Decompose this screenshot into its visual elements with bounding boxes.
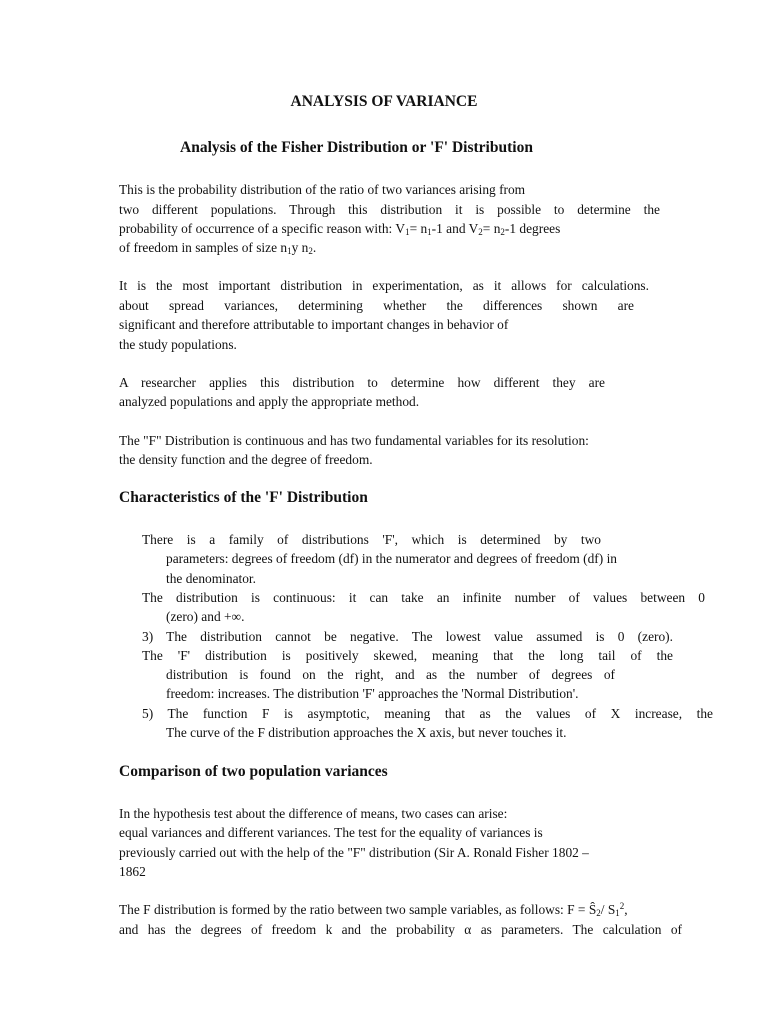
document-title: ANALYSIS OF VARIANCE xyxy=(290,93,478,110)
comparison-heading: Comparison of two population variances xyxy=(119,763,388,780)
para3-line-1: A researcher applies this distribution to determine how different they are xyxy=(119,375,605,390)
comparison-line-1: In the hypothesis test about the difference of means, two cases can arise: xyxy=(119,806,508,821)
characteristic-4-line-2: distribution is found on the right, and as the number of degrees of xyxy=(166,667,615,682)
characteristic-5-line-1: 5) The function F is asymptotic, meaning that as the values of X increase, the xyxy=(142,706,713,721)
intro-line-3: probability of occurrence of a specific reason with: $V_1= n_1-1$ and $V_2= n_2-1$ degrees xyxy=(119,221,561,237)
characteristic-1-line-1: There is a family of distributions 'F', which is determined by two xyxy=(142,532,601,547)
comparison-line-4: 1862 xyxy=(119,864,146,879)
characteristic-5-line-2: The curve of the F distribution approaches the X axis, but never touches it. xyxy=(166,725,567,740)
para2-line-2: about spread variances, determining whether the differences shown are xyxy=(119,298,634,313)
characteristic-2-line-1: The distribution is continuous: it can take an infinite number of values between 0 xyxy=(142,590,705,605)
comparison-line-3: previously carried out with the help of the "F" distribution (Sir A. Ronald Fisher 1802 – xyxy=(119,845,589,860)
intro-line-1: This is the probability distribution of the ratio of two variances arising from xyxy=(119,182,526,197)
characteristic-3-line-1: 3) The distribution cannot be negative. The lowest value assumed is 0 (zero). xyxy=(142,629,673,644)
intro-line-2: two different populations. Through this distribution it is possible to determine the xyxy=(119,202,660,217)
comparison-line-2: equal variances and different variances. The test for the equality of variances is xyxy=(119,825,543,840)
intro-line-4: of freedom in samples of size $n_1y$ $n_2$. xyxy=(119,240,317,256)
para2-line-4: the study populations. xyxy=(119,337,237,352)
comparison-formula-line: The F distribution is formed by the ratio between two sample variables, as follows: $F = Ŝ_2/$ $S_1^2$, xyxy=(119,901,628,918)
para2-line-1: It is the most important distribution in experimentation, as it allows for calculations. xyxy=(119,278,649,293)
characteristic-1-line-3: the denominator. xyxy=(166,571,256,586)
characteristic-4-line-1: The 'F' distribution is positively skewed, meaning that the long tail of the xyxy=(142,648,673,663)
section-subtitle: Analysis of the Fisher Distribution or 'F' Distribution xyxy=(180,139,533,156)
characteristic-1-line-2: parameters: degrees of freedom (df) in the numerator and degrees of freedom (df) in xyxy=(166,551,617,566)
para2-line-3: significant and therefore attributable to important changes in behavior of xyxy=(119,317,509,332)
characteristic-4-line-3: freedom: increases. The distribution 'F' approaches the 'Normal Distribution'. xyxy=(166,686,579,701)
characteristics-heading: Characteristics of the 'F' Distribution xyxy=(119,489,368,506)
comparison-line-6: and has the degrees of freedom k and the probability α as parameters. The calculation of xyxy=(119,922,682,937)
characteristic-2-line-2: (zero) and +∞. xyxy=(166,609,245,624)
para3-line-2: analyzed populations and apply the appropriate method. xyxy=(119,394,420,409)
para4-line-1: The "F" Distribution is continuous and has two fundamental variables for its resolution: xyxy=(119,433,589,448)
para4-line-2: the density function and the degree of freedom. xyxy=(119,452,373,467)
